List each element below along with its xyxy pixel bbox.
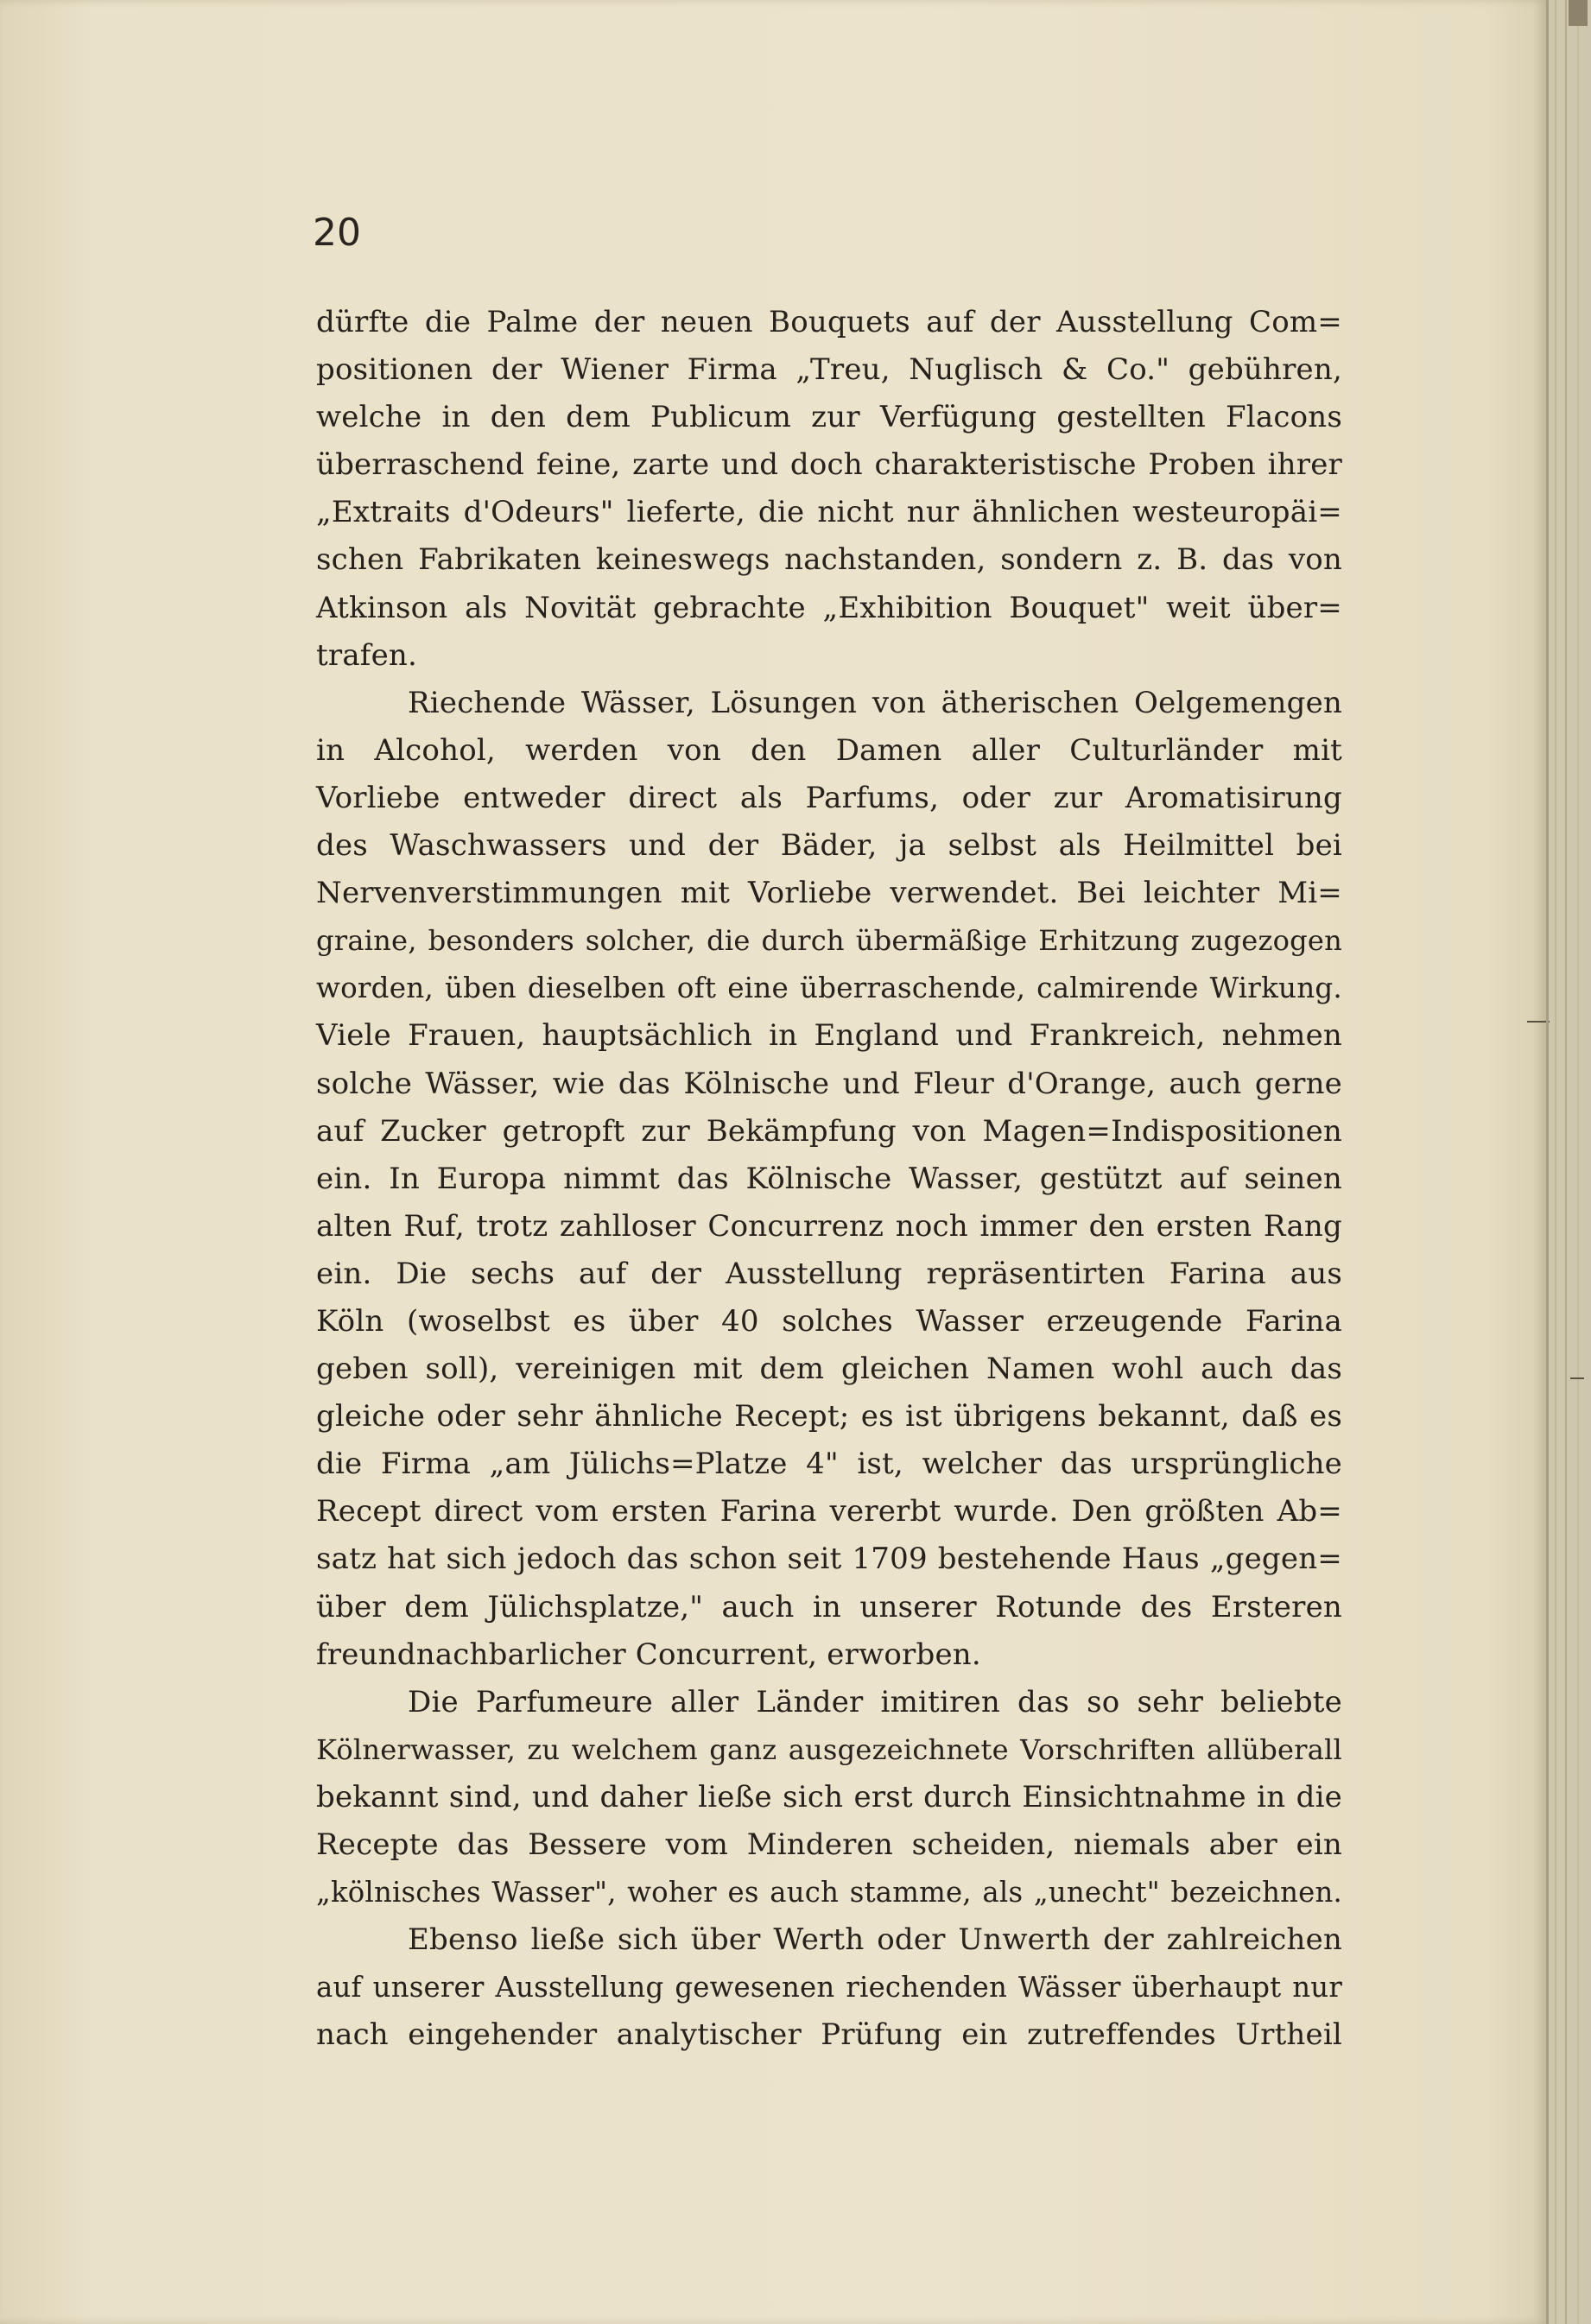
text-line: in Alcohol, werden von den Damen aller Culturländer mit <box>316 732 1342 768</box>
text-line: worden, üben dieselben oft eine überraschende, calmirende Wirkung. <box>316 972 1342 1005</box>
text-line: gleiche oder sehr ähnliche Recept; es ist übrigens bekannt, daß es <box>316 1399 1342 1434</box>
text-line: Atkinson als Novität gebrachte „Exhibition Bouquet" weit über= <box>316 590 1342 625</box>
text-line: freundnachbarlicher Concurrent, erworben. <box>316 1637 981 1672</box>
text-line: auf unserer Ausstellung gewesenen riechenden Wässer überhaupt nur <box>316 1971 1342 2004</box>
text-line: Recepte das Bessere vom Minderen scheiden, niemals aber ein <box>316 1827 1342 1862</box>
text-line: bekannt sind, und daher ließe sich erst durch Einsichtnahme in die <box>316 1779 1342 1814</box>
text-line: schen Fabrikaten keineswegs nachstanden, sondern z. B. das von <box>316 542 1342 578</box>
page-number: 20 <box>313 211 361 255</box>
text-line: welche in den dem Publicum zur Verfügung gestellten Flacons <box>316 400 1342 435</box>
text-line: Nervenverstimmungen mit Vorliebe verwendet. Bei leichter Mi= <box>316 876 1342 911</box>
text-line: nach eingehender analytischer Prüfung ein zutreffendes Urtheil <box>316 2017 1342 2053</box>
page-edge <box>1577 0 1579 2324</box>
body-text <box>316 299 1342 2059</box>
corner-mark <box>1569 0 1588 26</box>
text-line: „Extraits d'Odeurs" lieferte, die nicht nur ähnlichen westeuropäi= <box>316 495 1342 530</box>
text-line: solche Wässer, wie das Kölnische und Fleur d'Orange, auch gerne <box>316 1066 1342 1101</box>
text-line: überraschend feine, zarte und doch charakteristische Proben ihrer <box>316 447 1342 483</box>
paragraph-1 <box>316 299 1342 680</box>
page-edge <box>1546 0 1549 2324</box>
paragraph-4 <box>316 1916 1342 2059</box>
text-line: Köln (woselbst es über 40 solches Wasser erzeugende Farina <box>316 1303 1342 1339</box>
text-line: Riechende Wässer, Lösungen von ätherischen Oelgemengen <box>408 685 1342 720</box>
page-edge <box>1565 0 1567 2324</box>
text-line: die Firma „am Jülichs=Platze 4" ist, welcher das ursprüngliche <box>316 1447 1342 1482</box>
text-line: alten Ruf, trotz zahlloser Concurrenz noch immer den ersten Rang <box>316 1208 1342 1244</box>
text-line: geben soll), vereinigen mit dem gleichen Namen wohl auch das <box>316 1352 1342 1387</box>
text-line: Viele Frauen, hauptsächlich in England und Frankreich, nehmen <box>316 1018 1342 1054</box>
text-line: dürfte die Palme der neuen Bouquets auf der Ausstellung Com= <box>316 305 1342 339</box>
text-line: satz hat sich jedoch das schon seit 1709 bestehende Haus „gegen= <box>316 1542 1342 1577</box>
text-line: positionen der Wiener Firma „Treu, Nuglisch & Co." gebühren, <box>316 352 1342 388</box>
text-line: ein. Die sechs auf der Ausstellung repräsentirten Farina aus <box>316 1256 1342 1291</box>
text-line: Die Parfumeure aller Länder imitiren das so sehr beliebte <box>408 1684 1342 1719</box>
text-line: Recept direct vom ersten Farina vererbt wurde. Den größten Ab= <box>316 1494 1342 1529</box>
text-line: Vorliebe entweder direct als Parfums, oder zur Aromatisirung <box>316 780 1342 815</box>
paragraph-2 <box>316 680 1342 1679</box>
text-line: trafen. <box>316 637 417 673</box>
text-line: Ebenso ließe sich über Werth oder Unwerth der zahlreichen <box>408 1922 1342 1958</box>
text-line: graine, besonders solcher, die durch übermäßige Erhitzung zugezogen <box>316 924 1342 958</box>
text-line: auf Zucker getropft zur Bekämpfung von Magen=Indispositionen <box>316 1113 1342 1149</box>
page-edge <box>1555 0 1556 2324</box>
text-line: des Waschwassers und der Bäder, ja selbst als Heilmittel bei <box>316 828 1342 864</box>
text-line: ein. In Europa nimmt das Kölnische Wasser, gestützt auf seinen <box>316 1161 1342 1196</box>
text-line: Kölnerwasser, zu welchem ganz ausgezeichnete Vorschriften allüberall <box>316 1732 1342 1766</box>
text-line: „kölnisches Wasser", woher es auch stamme, als „unecht" bezeichnen. <box>316 1876 1342 1909</box>
edge-tick <box>1570 1377 1584 1379</box>
text-line: über dem Jülichsplatze," auch in unserer Rotunde des Ersteren <box>316 1589 1342 1624</box>
paragraph-3 <box>316 1679 1342 1916</box>
